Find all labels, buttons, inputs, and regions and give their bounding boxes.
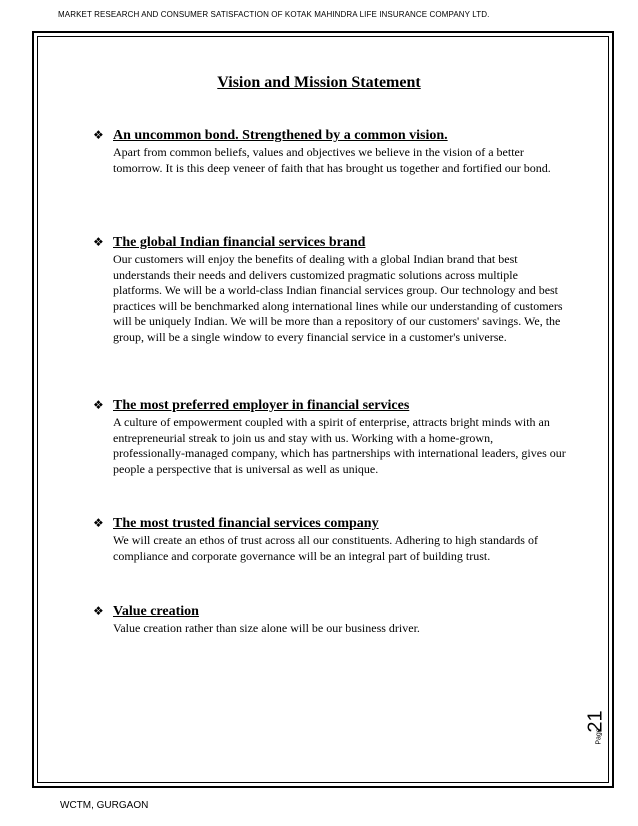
page-label: Page (595, 728, 603, 745)
section-body: Our customers will enjoy the benefits of dealing with a global Indian brand that best understands their needs and delivers customized pragmatic solutions across multiple platforms. We will be a world-class Indian financial services group. Our technology and best practices will be benchmarked along international lines while our understanding of customers will be uniquely Indian. We will be more than a repository of our customers' savings. We, the group, will be a single window to every financial service in a customer's universe. (113, 252, 563, 344)
section-body: A culture of empowerment coupled with a spirit of enterprise, attracts bright minds with an entrepreneurial streak to join us and stay with us. Working with a home-grown, professionally-managed company, which has partnerships with international leaders, gives our people a perspective that is universal as well as unique. (113, 415, 566, 476)
section-body: Apart from common beliefs, values and objectives we believe in the vision of a better tomorrow. It is this deep veneer of faith that has brought us together and fortified our bond. (113, 145, 551, 175)
running-footer: WCTM, GURGAON (60, 800, 149, 811)
page-number-value: 21 (584, 710, 607, 733)
section-trusted-company (93, 516, 568, 564)
running-header: MARKET RESEARCH AND CONSUMER SATISFACTION OF KOTAK MAHINDRA LIFE INSURANCE COMPANY LTD. (58, 10, 490, 19)
section-value-creation (93, 604, 568, 637)
page-title: Vision and Mission Statement (217, 74, 421, 91)
diamond-bullet-icon: ❖ (93, 128, 104, 142)
section-heading: The global Indian financial services brand (113, 235, 366, 250)
section-heading: An uncommon bond. Strengthened by a common vision. (113, 128, 448, 143)
section-preferred-employer (93, 398, 568, 477)
section-body: Value creation rather than size alone will be our business driver. (113, 621, 420, 635)
diamond-bullet-icon: ❖ (93, 398, 104, 412)
section-uncommon-bond (93, 128, 568, 176)
page-number (584, 700, 613, 750)
section-heading: Value creation (113, 604, 199, 619)
section-heading: The most trusted financial services company (113, 516, 379, 531)
section-global-brand (93, 235, 568, 345)
section-heading: The most preferred employer in financial services (113, 398, 410, 413)
diamond-bullet-icon: ❖ (93, 516, 104, 530)
diamond-bullet-icon: ❖ (93, 235, 104, 249)
diamond-bullet-icon: ❖ (93, 604, 104, 618)
section-body: We will create an ethos of trust across all our constituents. Adhering to high standards of compliance and corporate governance will be an integral part of building trust. (113, 533, 538, 563)
